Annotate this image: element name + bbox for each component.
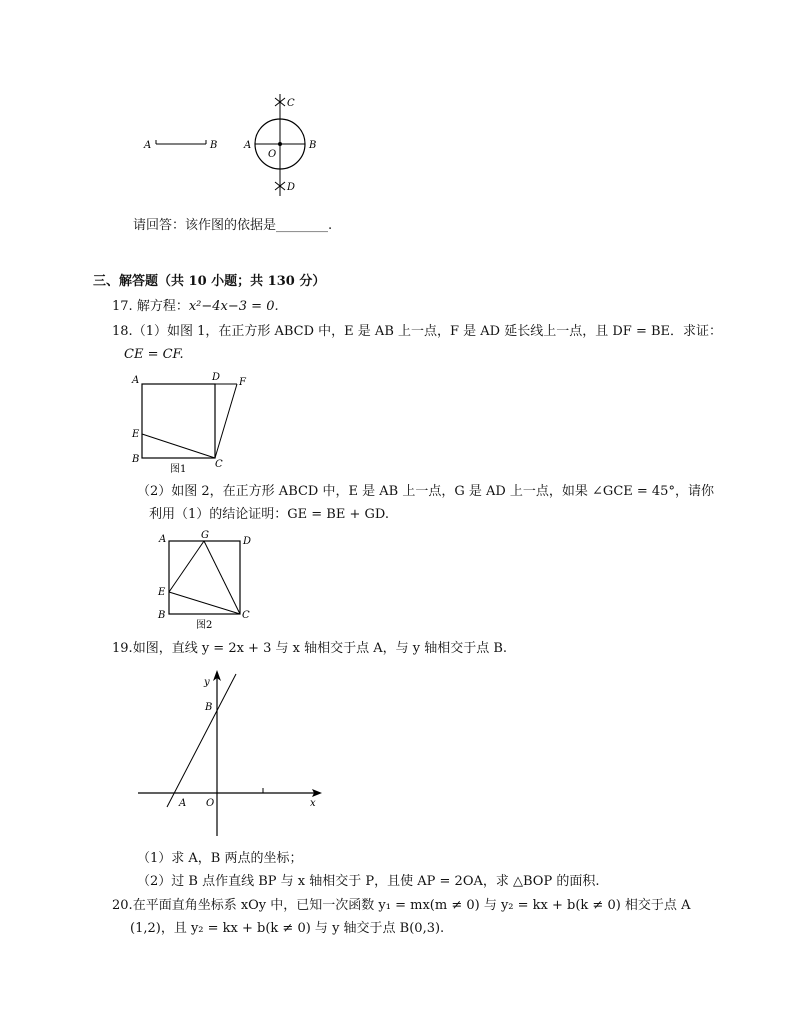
- q18-figure1: [128, 370, 258, 480]
- x-axis-label: x: [310, 798, 316, 809]
- fig2-label-e: E: [158, 587, 166, 598]
- circ-label-d: D: [287, 182, 296, 193]
- q19-text: [112, 640, 507, 658]
- seg-label-a: A: [144, 140, 152, 151]
- fig2-label-d: D: [243, 536, 252, 547]
- segment-cf: [215, 384, 237, 458]
- fig2-label-b: B: [158, 610, 166, 621]
- graph-label-o: O: [206, 798, 215, 809]
- q18-part1-text: （1）如图 1，在正方形 ABCD 中，E 是 AB 上一点，F 是 AD 延长线上一点，且 DF = BE．求证：: [132, 324, 723, 339]
- fig1-caption: 图1: [170, 464, 187, 475]
- q19-number: 19.: [112, 641, 133, 656]
- q20-line1: [112, 897, 690, 915]
- q20-line2: (1,2)，且 y₂ = kx + b(k ≠ 0) 与 y 轴交于点 B(0,3).: [130, 921, 445, 936]
- fig1-label-c: C: [215, 459, 223, 470]
- q19-statement: 如图，直线 y = 2x + 3 与 x 轴相交于点 A，与 y 轴相交于点 B.: [132, 641, 508, 656]
- circ-label-c: C: [287, 98, 295, 109]
- q17-equation: x²−4x−3 = 0.: [188, 299, 279, 314]
- construction-figure: [130, 88, 340, 200]
- section-title: 三、解答题（共 10 小题；共 130 分）: [93, 274, 326, 289]
- q18-figure2: [150, 530, 260, 632]
- fig1-label-d: D: [212, 372, 221, 383]
- segment-ge: [169, 541, 204, 592]
- q20-text: 在平面直角坐标系 xOy 中，已知一次函数 y₁ = mx(m ≠ 0) 与 y₂ = kx + b(k ≠ 0) 相交于点 A: [132, 898, 691, 913]
- q18-number: 18.: [112, 324, 133, 339]
- q17: [112, 298, 279, 316]
- fig2-label-a: A: [159, 534, 167, 545]
- segment-ce: [142, 434, 215, 458]
- fig1-label-a: A: [132, 375, 140, 386]
- segment-gc: [204, 541, 240, 614]
- fig2-label-g: G: [201, 530, 209, 541]
- q18-part1-line1: [112, 323, 722, 341]
- seg-label-b: B: [210, 140, 218, 151]
- q17-text: 解方程：: [136, 299, 189, 314]
- circ-label-a: A: [244, 140, 252, 151]
- q18-part2-line1: （2）如图 2，在正方形 ABCD 中，E 是 AB 上一点，G 是 AD 上一点，如果 ∠GCE = 45°，请你: [137, 484, 714, 499]
- q18-part1-line2: CE = CF.: [124, 347, 184, 362]
- q19-part2: （2）过 B 点作直线 BP 与 x 轴相交于 P，且使 AP = 2OA，求 △BOP 的面积.: [137, 874, 600, 889]
- square-abcd: [142, 384, 215, 458]
- q19-graph: [138, 666, 328, 838]
- q18-part2-line2: 利用（1）的结论证明：GE = BE + GD.: [149, 507, 389, 522]
- circ-label-b: B: [309, 140, 317, 151]
- segment-ec: [169, 592, 240, 614]
- fig2-label-c: C: [242, 610, 250, 621]
- fig2-caption: 图2: [196, 620, 213, 631]
- q16-prompt: 请回答：该作图的依据是________.: [133, 218, 333, 233]
- graph-label-a: A: [179, 798, 187, 809]
- graph-label-b: B: [205, 702, 213, 713]
- q19-part1: （1）求 A，B 两点的坐标；: [137, 851, 303, 866]
- q17-number: 17.: [112, 299, 133, 314]
- fig1-label-b: B: [132, 454, 140, 465]
- line-y-2x-3: [167, 674, 236, 807]
- q20-number: 20.: [112, 898, 133, 913]
- circ-label-o: O: [268, 149, 277, 160]
- center-point: [278, 142, 282, 146]
- fig1-label-e: E: [132, 429, 140, 440]
- y-axis-label: y: [204, 677, 210, 688]
- fig1-label-f: F: [239, 377, 246, 388]
